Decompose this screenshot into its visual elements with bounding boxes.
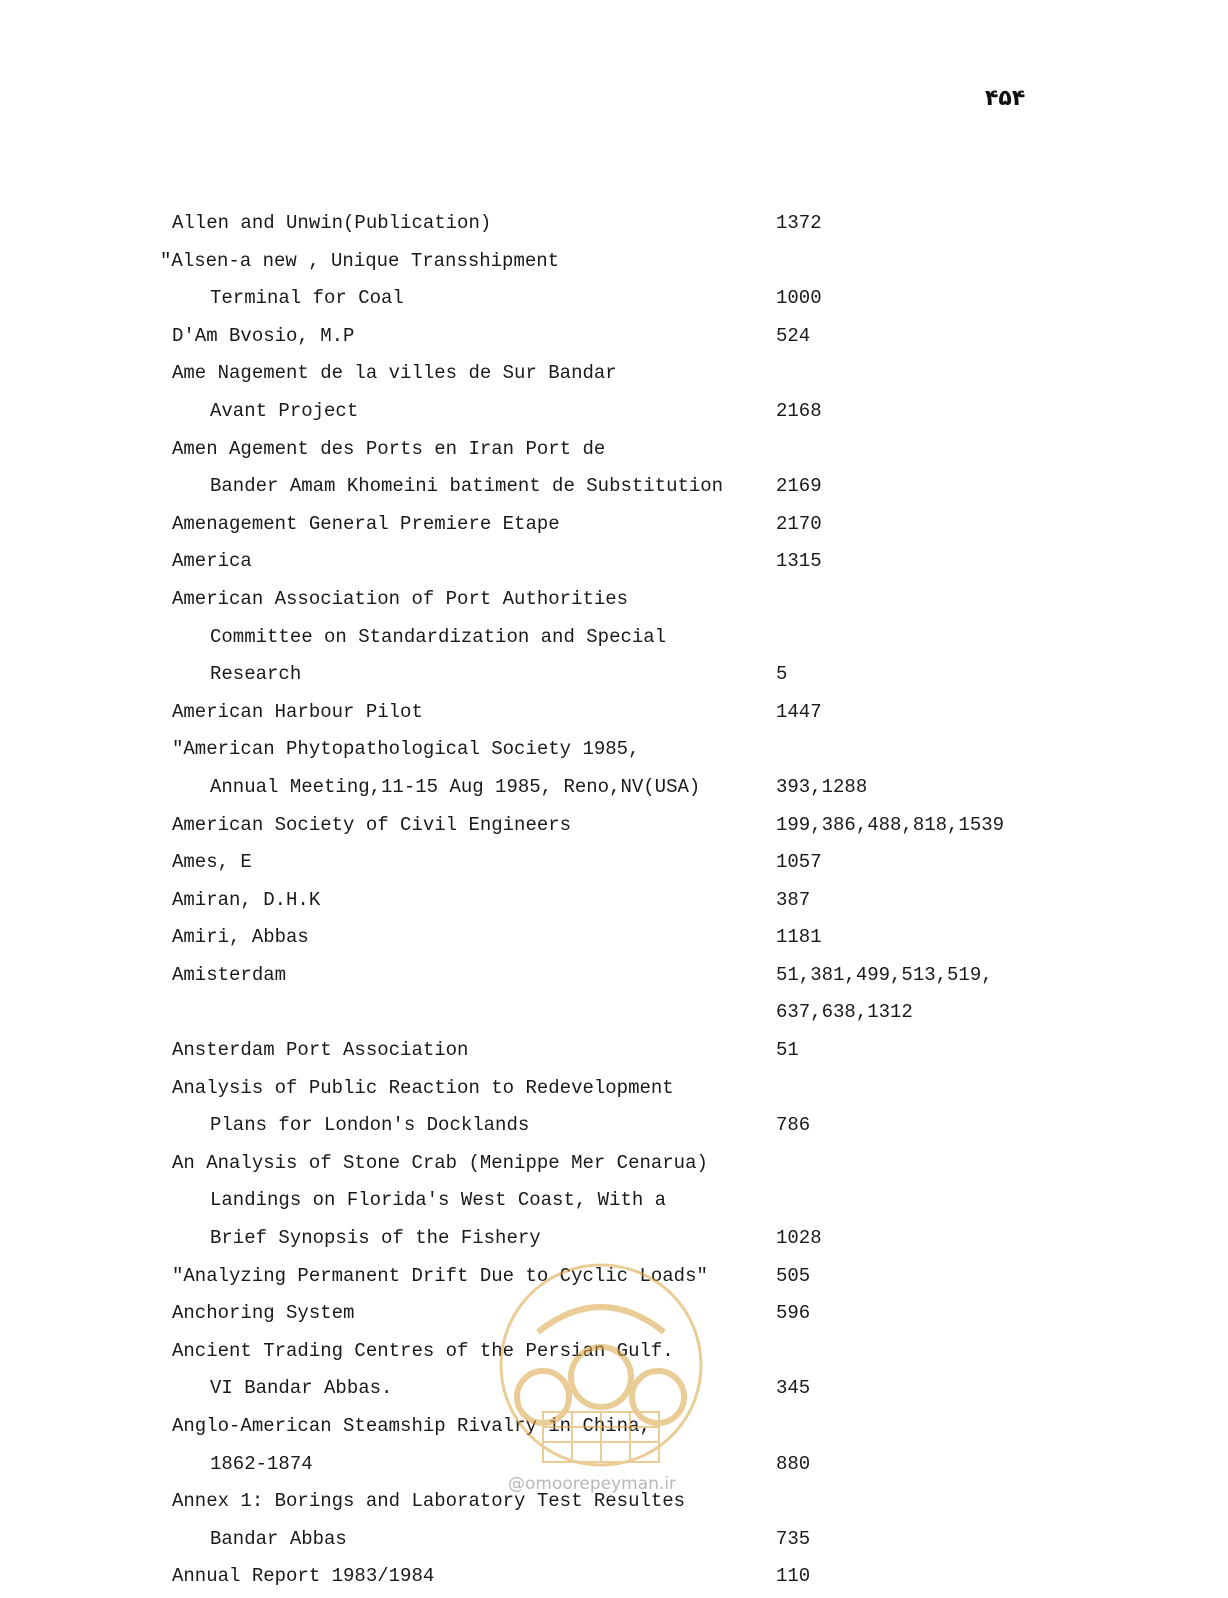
entry-title: Annual Meeting,11-15 Aug 1985, Reno,NV(USA): [210, 775, 701, 798]
index-entry: [0, 1521, 1228, 1559]
entry-page-refs: 51: [776, 1039, 799, 1062]
page-number: ۴۵۴: [985, 86, 1026, 111]
index-entry: [0, 1220, 1228, 1258]
entry-page-refs: 1181: [776, 926, 822, 949]
entry-title: An Analysis of Stone Crab (Menippe Mer Cenarua): [172, 1151, 708, 1174]
entry-page-refs: 51,381,499,513,519,: [776, 963, 993, 986]
entry-title: Anglo-American Steamship Rivalry in China,: [172, 1415, 651, 1437]
index-entry: [0, 619, 1228, 657]
entry-page-refs: 393,1288: [776, 775, 868, 798]
entry-title: Amiri, Abbas: [172, 926, 309, 949]
entry-page-refs: 1315: [776, 550, 822, 573]
entry-title: Bander Amam Khomeini batiment de Substitution: [210, 475, 724, 498]
index-entry: [0, 994, 1228, 1032]
index-entry: [0, 731, 1228, 769]
index-entry: [0, 393, 1228, 431]
entry-title: American Harbour Pilot: [172, 700, 423, 723]
entry-page-refs: 2168: [776, 399, 822, 422]
entry-title: Terminal for Coal: [210, 287, 404, 310]
index-entry: [0, 844, 1228, 882]
entry-page-refs: 1000: [776, 287, 822, 310]
index-entry: [0, 468, 1228, 506]
entry-title: Landings on Florida's West Coast, With a: [210, 1189, 667, 1212]
entry-title: America: [172, 550, 252, 573]
entry-page-refs: 2169: [776, 475, 822, 498]
index-entry: [0, 205, 1228, 243]
entry-page-refs: 880: [776, 1452, 811, 1475]
entry-page-refs: 524: [776, 324, 811, 347]
entry-title: Bandar Abbas: [210, 1527, 347, 1550]
index-entry: [0, 882, 1228, 920]
entry-page-refs: 345: [776, 1377, 811, 1400]
entry-title: Ansterdam Port Association: [172, 1039, 469, 1062]
entry-page-refs: 110: [776, 1565, 811, 1588]
index-entry: [0, 1070, 1228, 1108]
entry-title: Analysis of Public Reaction to Redevelopment: [172, 1076, 674, 1099]
entry-title: Plans for London's Docklands: [210, 1114, 530, 1137]
index-entry: [0, 769, 1228, 807]
entry-title: Annual Report 1983/1984: [172, 1565, 435, 1588]
index-entry: [0, 355, 1228, 393]
entry-title: Amisterdam: [172, 963, 287, 986]
watermark-text: @omoorepeyman.ir: [508, 1474, 677, 1494]
entry-title: Annex 1: Borings and Laboratory Test Resultes: [172, 1490, 686, 1513]
index-entry: [0, 581, 1228, 619]
index-entry: [0, 243, 1228, 281]
entry-title: Amenagement General Premiere Etape: [172, 512, 560, 535]
index-entry: [0, 543, 1228, 581]
index-entry: [0, 431, 1228, 469]
entry-page-refs: 1057: [776, 851, 822, 874]
entry-title: "Analyzing Permanent Drift Due to Cyclic Loads": [172, 1264, 708, 1287]
entry-title: Ancient Trading Centres of the Persian Gulf.: [172, 1339, 674, 1362]
index-entry: [0, 656, 1228, 694]
entry-page-refs: 5: [776, 663, 788, 686]
entry-title: D'Am Bvosio, M.P: [172, 324, 355, 347]
entry-title: 1862-1874: [210, 1452, 313, 1475]
entry-title: Amiran, D.H.K: [172, 888, 321, 911]
entry-title: Ames, E: [172, 851, 252, 874]
entry-page-refs: 1028: [776, 1227, 822, 1250]
entry-page-refs: 596: [776, 1302, 811, 1325]
entry-page-refs: 1447: [776, 700, 822, 723]
index-entry: [0, 318, 1228, 356]
entry-title: Anchoring System: [172, 1302, 355, 1325]
watermark-seal-icon: [498, 1262, 704, 1468]
entry-title: Brief Synopsis of the Fishery: [210, 1227, 541, 1250]
entry-page-refs: 1372: [776, 212, 822, 234]
index-entry: [0, 694, 1228, 732]
entry-page-refs: 735: [776, 1527, 811, 1550]
entry-page-refs: 199,386,488,818,1539: [776, 813, 1005, 836]
entry-title: "American Phytopathological Society 1985,: [172, 738, 640, 761]
index-entry: [0, 280, 1228, 318]
entry-page-refs: 637,638,1312: [776, 1001, 913, 1024]
index-entry: [0, 1182, 1228, 1220]
entry-page-refs: 387: [776, 888, 811, 911]
index-entry: [0, 957, 1228, 995]
entry-title: VI Bandar Abbas.: [210, 1377, 393, 1400]
entry-title: American Association of Port Authorities: [172, 587, 629, 610]
entry-page-refs: 786: [776, 1114, 811, 1137]
entry-page-refs: 505: [776, 1264, 811, 1287]
index-entry: [0, 1145, 1228, 1183]
entry-title: Research: [210, 663, 302, 686]
entry-title: Allen and Unwin(Publication): [172, 212, 492, 234]
entry-title: "Alsen-a new , Unique Transshipment: [160, 249, 560, 272]
index-entry: [0, 1032, 1228, 1070]
index-entry: [0, 1107, 1228, 1145]
index-entry: [0, 919, 1228, 957]
entry-title: Ame Nagement de la villes de Sur Bandar: [172, 362, 617, 385]
index-entry: [0, 506, 1228, 544]
entry-title: American Society of Civil Engineers: [172, 813, 572, 836]
entry-title: Avant Project: [210, 399, 359, 422]
index-entry: [0, 1558, 1228, 1596]
entry-page-refs: 2170: [776, 512, 822, 535]
entry-title: Amen Agement des Ports en Iran Port de: [172, 437, 606, 460]
entry-title: Committee on Standardization and Special: [210, 625, 667, 648]
index-entry: [0, 807, 1228, 845]
